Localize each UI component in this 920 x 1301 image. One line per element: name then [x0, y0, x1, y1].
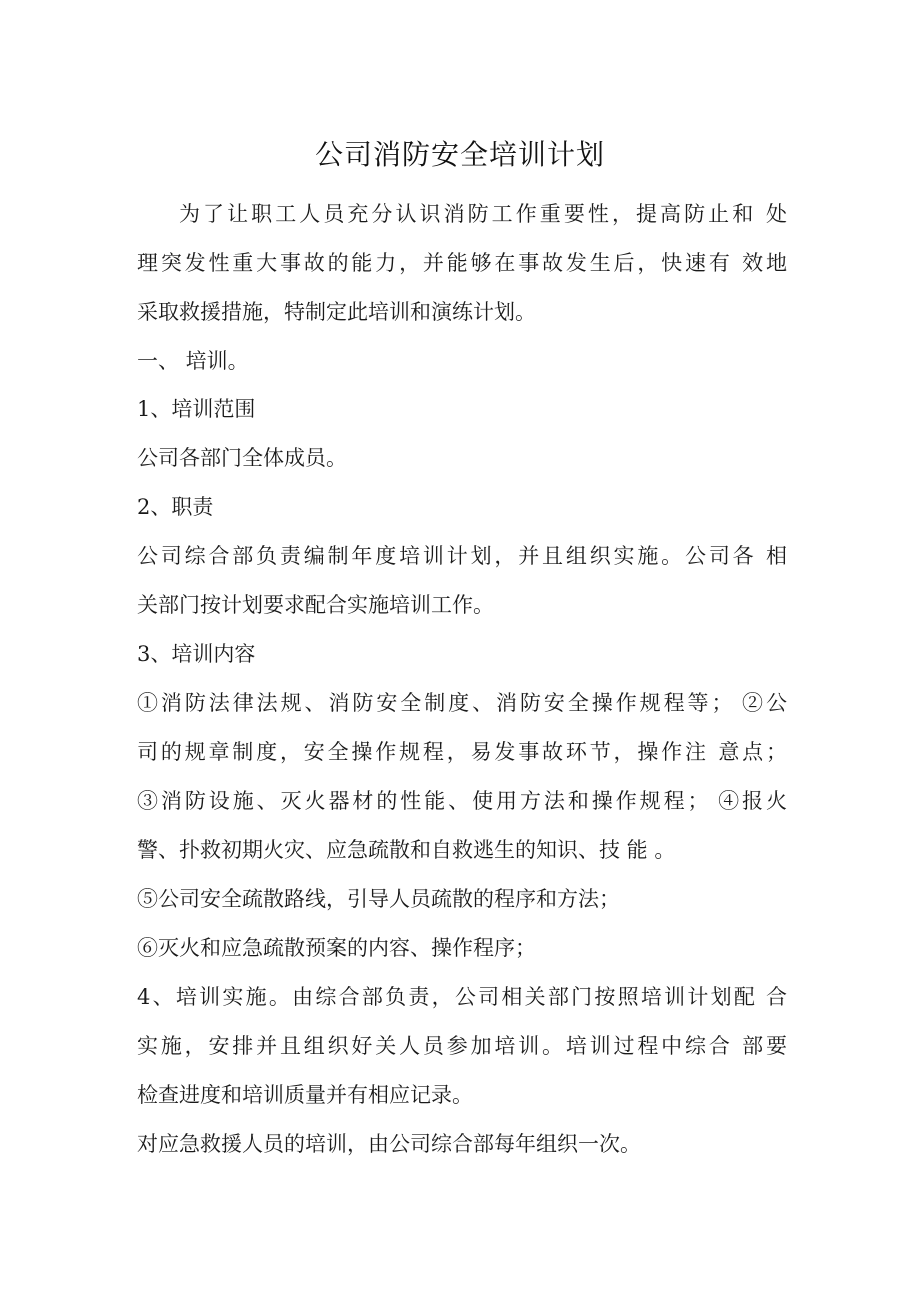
- subsection-heading: 1、培训范围: [137, 397, 256, 421]
- subsection-heading: 2、职责: [137, 495, 214, 519]
- paragraph-line: 理突发性重大事故的能力，并能够在事故发生后，快速有 效地: [137, 251, 787, 275]
- paragraph-line: 公司各部门全体成员。: [137, 446, 347, 470]
- list-line: ①消防法律法规、消防安全制度、消防安全操作规程等； ②公: [137, 691, 787, 715]
- paragraph-line: 公司综合部负责编制年度培训计划，并且组织实施。公司各 相: [137, 544, 787, 568]
- paragraph-line: 采取救援措施，特制定此培训和演练计划。: [137, 300, 536, 324]
- list-line: ⑥灭火和应急疏散预案的内容、操作程序；: [137, 936, 536, 960]
- paragraph-line: 为了让职工人员充分认识消防工作重要性，提高防止和 处: [179, 202, 787, 226]
- list-line: ⑤公司安全疏散路线，引导人员疏散的程序和方法；: [137, 887, 620, 911]
- paragraph-line: 检查进度和培训质量并有相应记录。: [137, 1083, 473, 1107]
- list-line: 司的规章制度，安全操作规程，易发事故环节，操作注 意点；: [137, 740, 787, 764]
- section-heading: 一、 培训。: [137, 349, 249, 373]
- list-line: ③消防设施、灭火器材的性能、使用方法和操作规程； ④报火: [137, 789, 787, 813]
- list-line: 警、扑救初期火灾、应急疏散和自救逃生的知识、技 能 。: [137, 838, 676, 862]
- paragraph-line: 实施，安排并且组织好关人员参加培训。培训过程中综合 部要: [137, 1034, 787, 1058]
- document-title: 公司消防安全培训计划: [314, 138, 605, 171]
- paragraph-line: 对应急救援人员的培训，由公司综合部每年组织一次。: [137, 1132, 641, 1156]
- paragraph-line: 关部门按计划要求配合实施培训工作。: [137, 593, 494, 617]
- paragraph-line: 4、培训实施。由综合部负责，公司相关部门按照培训计划配 合: [137, 985, 787, 1009]
- subsection-heading: 3、培训内容: [137, 642, 256, 666]
